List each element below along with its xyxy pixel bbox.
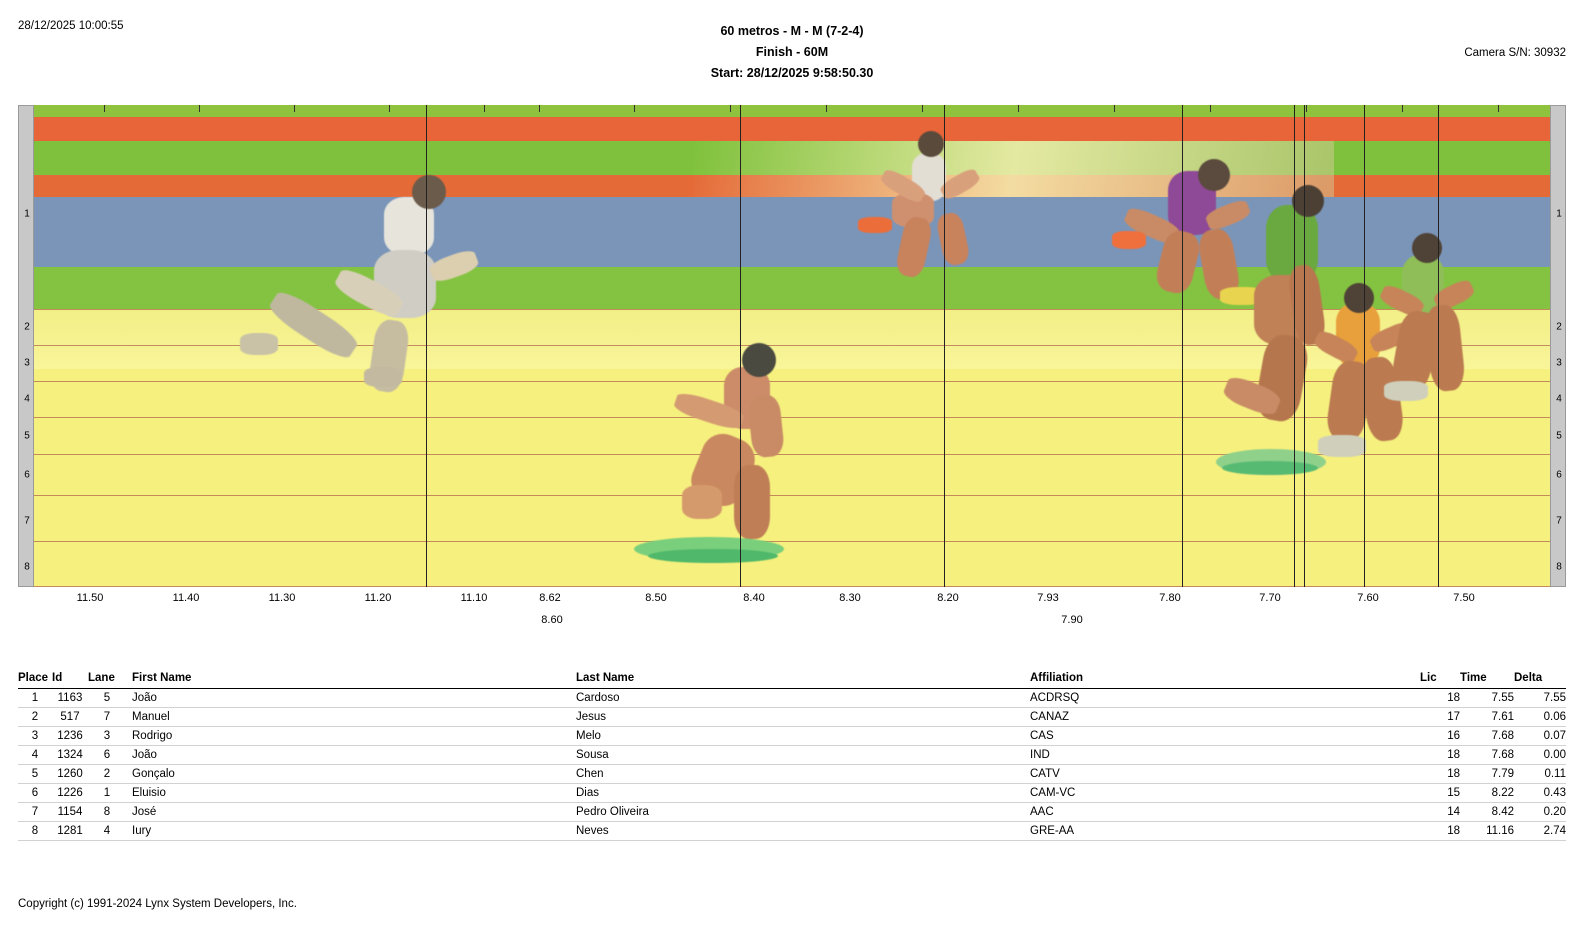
table-row[interactable]: [18, 727, 1566, 746]
col-header-lane: Lane: [88, 672, 126, 689]
cell-time: 7.68: [1460, 727, 1514, 746]
lane-gutter-left: [18, 105, 34, 587]
cell-last-name: Sousa: [572, 746, 1026, 765]
timeline-marker-4: [1182, 105, 1183, 587]
cell-lic: 16: [1420, 727, 1460, 746]
lane-line-7: [34, 541, 1550, 542]
axis-label-7: 8.40: [743, 592, 765, 604]
lane-label-right-4: 4: [1556, 393, 1562, 405]
col-header-id: Id: [52, 672, 88, 689]
axis-label-9: 8.20: [937, 592, 959, 604]
cell-first-name: Gonçalo: [126, 765, 572, 784]
col-header-place: Place: [18, 672, 52, 689]
axis-label-12: 7.70: [1259, 592, 1281, 604]
lane-line-8: [34, 586, 1550, 587]
infield-blur: [694, 141, 1334, 197]
col-header-first-name: First Name: [126, 672, 572, 689]
axis-label-14: 7.50: [1453, 592, 1475, 604]
cell-time: 7.68: [1460, 746, 1514, 765]
lane-label-right-3: 3: [1556, 357, 1562, 369]
film-strip: [34, 105, 1550, 587]
cell-place: 6: [18, 784, 52, 803]
timeline-marker-5: [1294, 105, 1295, 587]
cell-last-name: Jesus: [572, 708, 1026, 727]
cell-first-name: João: [126, 746, 572, 765]
cell-time: 7.79: [1460, 765, 1514, 784]
cell-lane: 6: [88, 746, 126, 765]
cell-place: 5: [18, 765, 52, 784]
timeline-marker-3: [944, 105, 945, 587]
cell-delta: 0.20: [1514, 803, 1566, 822]
cell-first-name: Rodrigo: [126, 727, 572, 746]
table-row[interactable]: [18, 689, 1566, 708]
start-time-label: Start: 28/12/2025 9:58:50.30: [710, 66, 874, 80]
cell-lane: 8: [88, 803, 126, 822]
cell-time: 8.22: [1460, 784, 1514, 803]
lane-label-right-7: 7: [1556, 515, 1562, 527]
cell-delta: 7.55: [1514, 689, 1566, 708]
lane-label-left-4: 4: [24, 393, 30, 405]
cell-affiliation: ACDRSQ: [1026, 689, 1420, 708]
cell-affiliation: GRE-AA: [1026, 822, 1420, 841]
table-header-row: [18, 672, 1566, 689]
cell-lic: 18: [1420, 689, 1460, 708]
table-row[interactable]: [18, 784, 1566, 803]
cell-lic: 14: [1420, 803, 1460, 822]
cell-first-name: Manuel: [126, 708, 572, 727]
cell-id: 1226: [52, 784, 88, 803]
cell-delta: 2.74: [1514, 822, 1566, 841]
table-row[interactable]: [18, 822, 1566, 841]
cell-time: 11.16: [1460, 822, 1514, 841]
axis-label-2: 11.30: [268, 592, 296, 604]
table-row[interactable]: [18, 765, 1566, 784]
lane-label-right-8: 8: [1556, 561, 1562, 573]
cell-id: 517: [52, 708, 88, 727]
cell-lane: 3: [88, 727, 126, 746]
cell-lane: 4: [88, 822, 126, 841]
cell-lane: 5: [88, 689, 126, 708]
lane-line-6: [34, 495, 1550, 496]
axis-label-13: 7.60: [1357, 592, 1379, 604]
results-table: [18, 672, 1566, 841]
cell-lic: 15: [1420, 784, 1460, 803]
axis-label-5: 8.62: [539, 592, 561, 604]
cell-lane: 2: [88, 765, 126, 784]
cell-time: 7.55: [1460, 689, 1514, 708]
cell-last-name: Chen: [572, 765, 1026, 784]
axis-label-10: 7.93: [1037, 592, 1059, 604]
cell-lane: 1: [88, 784, 126, 803]
cell-last-name: Melo: [572, 727, 1026, 746]
table-row[interactable]: [18, 708, 1566, 727]
lane-label-right-6: 6: [1556, 469, 1562, 481]
cell-affiliation: CATV: [1026, 765, 1420, 784]
lane-label-left-2: 2: [24, 321, 30, 333]
cell-affiliation: AAC: [1026, 803, 1420, 822]
copyright-notice: Copyright (c) 1991-2024 Lynx System Developers, Inc.: [18, 898, 297, 910]
cell-delta: 0.11: [1514, 765, 1566, 784]
cell-first-name: José: [126, 803, 572, 822]
cell-lic: 18: [1420, 746, 1460, 765]
cell-id: 1163: [52, 689, 88, 708]
axis-label-4: 11.10: [460, 592, 488, 604]
table-row[interactable]: [18, 803, 1566, 822]
cell-id: 1236: [52, 727, 88, 746]
timeline-marker-1: [426, 105, 427, 587]
cell-id: 1324: [52, 746, 88, 765]
cell-delta: 0.43: [1514, 784, 1566, 803]
lane-label-left-1: 1: [24, 208, 30, 220]
lane-label-left-8: 8: [24, 561, 30, 573]
cell-last-name: Neves: [572, 822, 1026, 841]
lane-label-right-1: 1: [1556, 208, 1562, 220]
cell-time: 8.42: [1460, 803, 1514, 822]
cell-last-name: Pedro Oliveira: [572, 803, 1026, 822]
header-datetime: 28/12/2025 10:00:55: [18, 20, 124, 32]
lane-line-4: [34, 417, 1550, 418]
cell-place: 3: [18, 727, 52, 746]
lane-gutter-right: [1550, 105, 1566, 587]
col-header-affiliation: Affiliation: [1026, 672, 1420, 689]
camera-serial-label: Camera S/N: 30932: [1464, 47, 1566, 59]
cell-delta: 0.00: [1514, 746, 1566, 765]
cell-lic: 18: [1420, 765, 1460, 784]
cell-affiliation: IND: [1026, 746, 1420, 765]
axis-label-0: 11.50: [76, 592, 104, 604]
band-green-top: [34, 105, 1550, 117]
cell-first-name: Eluisio: [126, 784, 572, 803]
cell-place: 7: [18, 803, 52, 822]
axis-label-sub-0: 8.60: [541, 614, 563, 626]
cell-affiliation: CAM-VC: [1026, 784, 1420, 803]
axis-label-8: 8.30: [839, 592, 861, 604]
cell-delta: 0.07: [1514, 727, 1566, 746]
col-header-delta: Delta: [1514, 672, 1566, 689]
lane-label-left-3: 3: [24, 357, 30, 369]
timeline-marker-6: [1304, 105, 1305, 587]
band-green-lower: [34, 267, 1550, 309]
cell-first-name: Iury: [126, 822, 572, 841]
cell-place: 4: [18, 746, 52, 765]
axis-label-6: 8.50: [645, 592, 667, 604]
lane-label-left-7: 7: [24, 515, 30, 527]
cell-delta: 0.06: [1514, 708, 1566, 727]
axis-label-11: 7.80: [1159, 592, 1181, 604]
cell-last-name: Cardoso: [572, 689, 1026, 708]
axis-label-3: 11.20: [364, 592, 392, 604]
page-header: [0, 0, 1584, 88]
lane-label-left-6: 6: [24, 469, 30, 481]
cell-affiliation: CAS: [1026, 727, 1420, 746]
axis-label-sub-1: 7.90: [1061, 614, 1083, 626]
cell-place: 2: [18, 708, 52, 727]
finish-line-label: Finish - 60M: [755, 45, 829, 59]
event-title: 60 metros - M - M (7-2-4): [720, 24, 864, 38]
timeline-marker-8: [1438, 105, 1439, 587]
cell-last-name: Dias: [572, 784, 1026, 803]
col-header-time: Time: [1460, 672, 1514, 689]
lane-label-right-2: 2: [1556, 321, 1562, 333]
table-row[interactable]: [18, 746, 1566, 765]
cell-affiliation: CANAZ: [1026, 708, 1420, 727]
cell-id: 1260: [52, 765, 88, 784]
lane-label-left-5: 5: [24, 430, 30, 442]
cell-first-name: João: [126, 689, 572, 708]
cell-id: 1154: [52, 803, 88, 822]
col-header-lic: Lic: [1420, 672, 1460, 689]
header-titles: [0, 21, 1584, 84]
lane-line-3: [34, 381, 1550, 382]
cell-id: 1281: [52, 822, 88, 841]
band-orange-upper: [34, 117, 1550, 141]
timeline-marker-2: [740, 105, 741, 587]
cell-time: 7.61: [1460, 708, 1514, 727]
col-header-last-name: Last Name: [572, 672, 1026, 689]
cell-place: 8: [18, 822, 52, 841]
cell-place: 1: [18, 689, 52, 708]
timeline-marker-7: [1364, 105, 1365, 587]
photo-finish-image[interactable]: [18, 105, 1566, 587]
time-axis: [18, 592, 1566, 638]
cell-lane: 7: [88, 708, 126, 727]
cell-lic: 18: [1420, 822, 1460, 841]
lane-label-right-5: 5: [1556, 430, 1562, 442]
cell-lic: 17: [1420, 708, 1460, 727]
axis-label-1: 11.40: [172, 592, 200, 604]
